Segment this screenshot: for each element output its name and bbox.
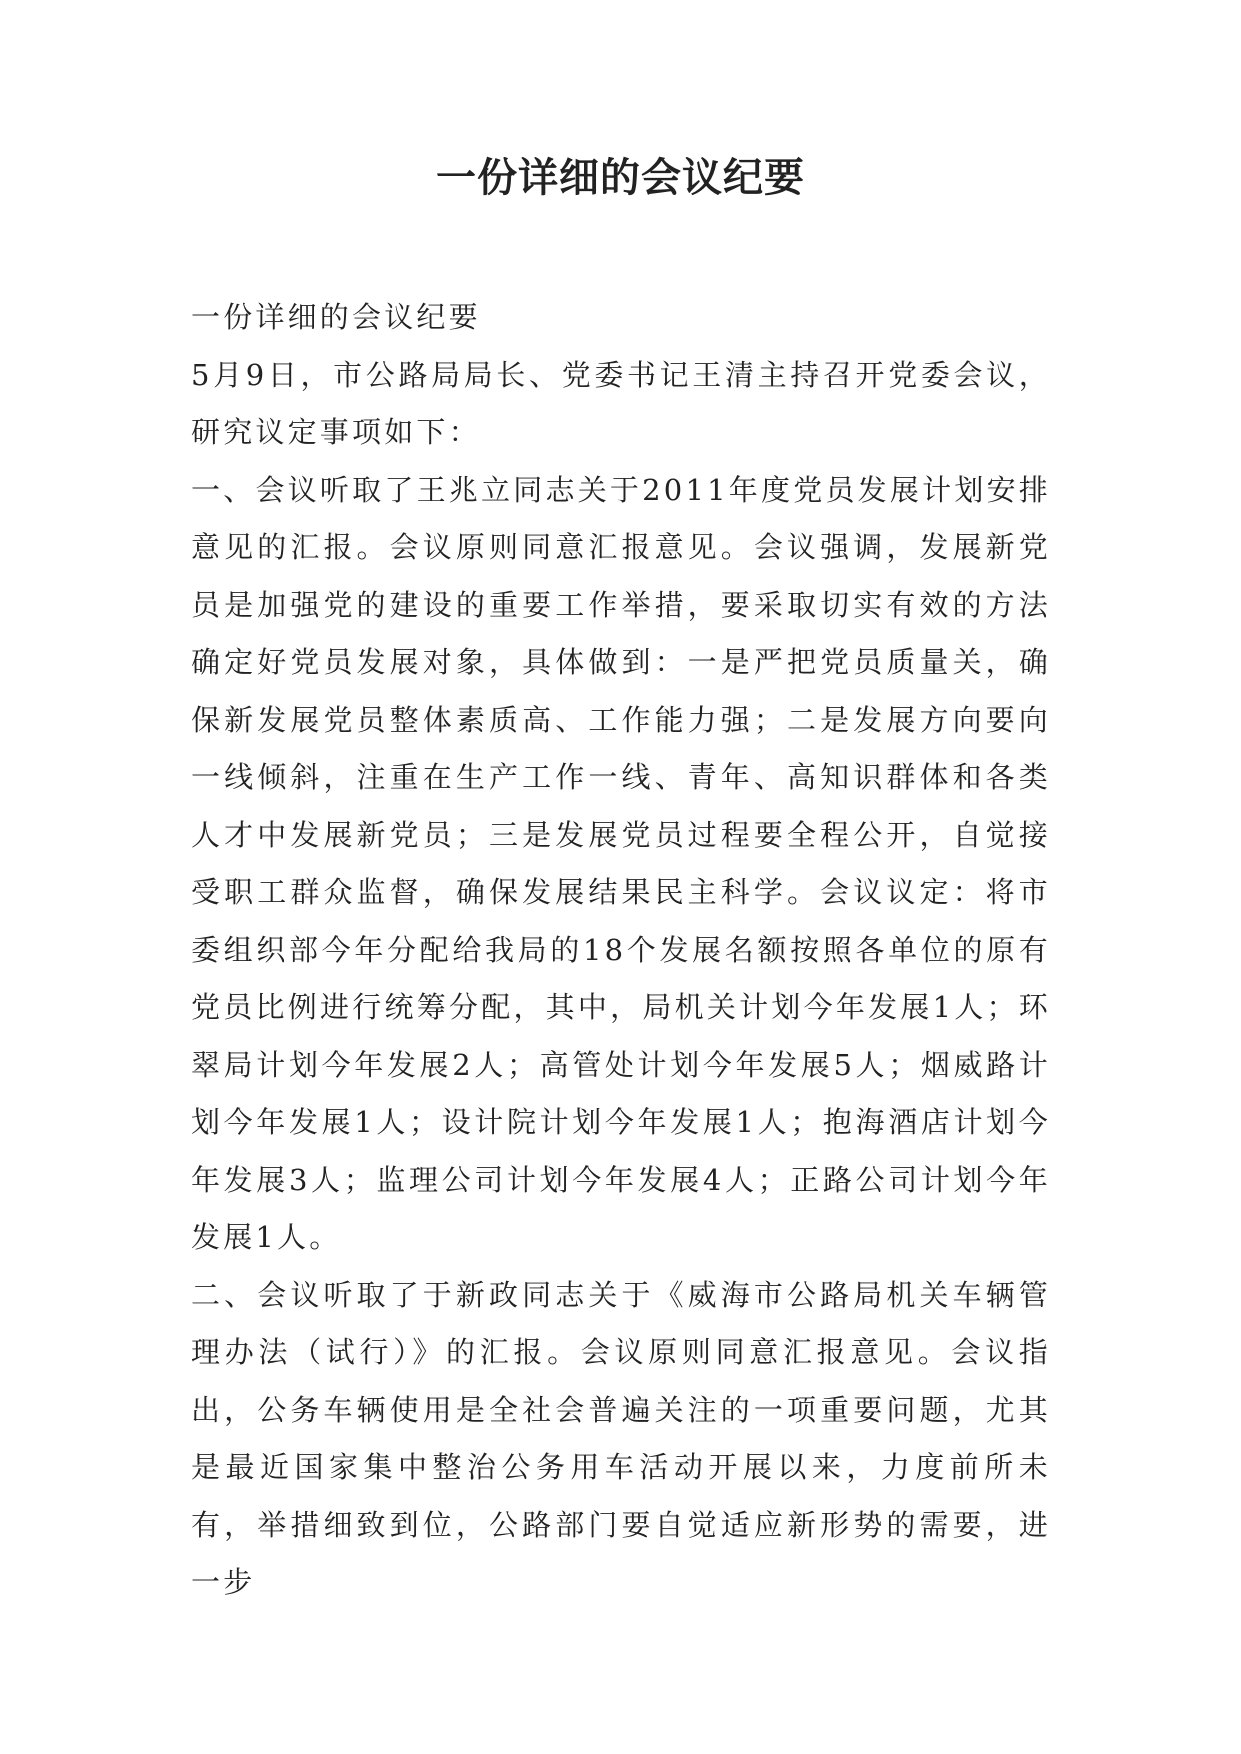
body-heading: 一份详细的会议纪要 <box>191 300 481 334</box>
body-paragraph: 5月9日，市公路局局长、党委书记王清主持召开党委会议，研究议定事项如下： <box>191 357 1051 449</box>
body-paragraph: 一、会议听取了王兆立同志关于2011年度党员发展计划安排意见的汇报。会议原则同意汇报意见。会议强调，发展新党员是加强党的建设的重要工作举措，要采取切实有效的方法确定好党员发展对象，具体做到：一是严把党员质量关，确保新发展党员整体素质高、工作能力强；二是发展方向要向一线倾斜，注重在生产工作一线、青年、高知识群体和各类人才中发展新党员；三是发展党员过程要全程公开，自觉接受职工群众监督，确保发展结果民主科学。会议议定：将市委组织部今年分配给我局的18个发展名额按照各单位的原有党员比例进行统筹分配，其中，局机关计划今年发展1人；环翠局计划今年发展2人；高管处计划今年发展5人；烟威路计划今年发展1人；设计院计划今年发展1人；抱海酒店计划今年发展3人；监理公司计划今年发展4人；正路公司计划今年发展1人。 <box>191 472 1051 1254</box>
document-title: 一份详细的会议纪要 <box>436 154 805 201</box>
document-body <box>191 289 1051 1612</box>
body-paragraph: 二、会议听取了于新政同志关于《威海市公路局机关车辆管理办法（试行）》的汇报。会议原则同意汇报意见。会议指出，公务车辆使用是全社会普遍关注的一项重要问题，尤其是最近国家集中整治公务用车活动开展以来，力度前所未有，举措细致到位，公路部门要自觉适应新形势的需要，进一步 <box>191 1277 1051 1599</box>
